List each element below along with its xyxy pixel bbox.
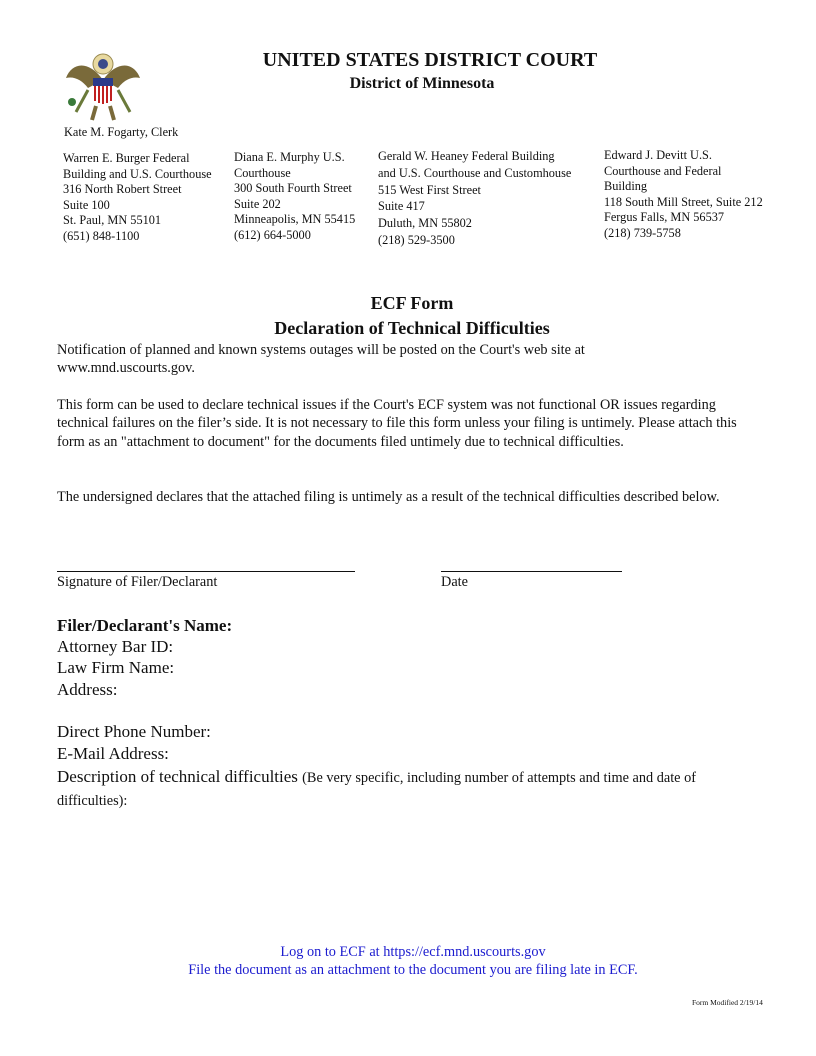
address-line: Courthouse and Federal	[604, 163, 722, 178]
address-line: Building and U.S. Courthouse	[63, 166, 212, 181]
address-block-st-paul	[63, 151, 212, 245]
address-line: and U.S. Courthouse and Customhouse	[378, 165, 572, 180]
signature-label: Signature of Filer/Declarant	[57, 574, 218, 590]
court-name: UNITED STATES DISTRICT COURT	[262, 49, 598, 71]
address-line: (651) 848-1100	[63, 228, 140, 243]
description-label	[57, 766, 757, 812]
filer-name-label: Filer/Declarant's Name:	[57, 616, 233, 635]
address-line: Fergus Falls, MN 56537	[604, 210, 725, 225]
address-line: (612) 664-5000	[234, 227, 311, 242]
attachment-instruction: File the document as an attachment to the document you are filing late in ECF.	[188, 962, 638, 978]
ecf-login-note[interactable]: Log on to ECF at https://ecf.mnd.uscourts.gov	[280, 944, 546, 960]
form-modified-date: Form Modified 2/19/14	[692, 998, 763, 1007]
law-firm-label: Law Firm Name:	[57, 658, 175, 677]
form-subtitle: Declaration of Technical Difficulties	[274, 318, 550, 338]
description-note: (Be very specific, including number of attempts and time and date of difficulties):	[57, 770, 697, 809]
address-line: (218) 739-5758	[604, 225, 681, 240]
address-line: 316 North Robert Street	[63, 182, 182, 197]
address-line: Suite 417	[378, 199, 425, 214]
address-line: Diana E. Murphy U.S.	[234, 150, 345, 164]
address-line: (218) 529-3500	[378, 232, 455, 247]
description-title: Description of technical difficulties	[57, 767, 298, 786]
address-label: Address:	[57, 680, 118, 699]
address-line: Gerald W. Heaney Federal Building	[378, 149, 555, 163]
address-line: St. Paul, MN 55101	[63, 213, 162, 228]
date-label: Date	[441, 574, 468, 590]
address-block-duluth	[378, 148, 571, 249]
address-line: Warren E. Burger Federal	[63, 151, 190, 165]
address-line: 300 South Fourth Street	[234, 181, 352, 196]
date-line[interactable]	[441, 571, 622, 572]
address-block-minneapolis	[234, 150, 355, 244]
form-title: ECF Form	[370, 293, 454, 313]
address-line: Duluth, MN 55802	[378, 216, 472, 231]
bar-id-label: Attorney Bar ID:	[57, 637, 174, 656]
address-line: Courthouse	[234, 165, 291, 180]
address-line: 515 West First Street	[378, 182, 481, 197]
address-line: Suite 100	[63, 197, 110, 212]
paragraph-purpose: This form can be used to declare technical issues if the Court's ECF system was not functional OR issues regarding technical failures on the filer’s side. It is not necessary to file this form unless your filing is untimely. Please attach this form as an "attachment to document" for the documents filed untimely due to technical difficulties.	[57, 397, 737, 450]
paragraph-notification: Notification of planned and known systems outages will be posted on the Court's web site at www.mnd.uscourts.gov.	[57, 342, 585, 377]
address-line: Suite 202	[234, 196, 281, 211]
address-block-fergus-falls	[604, 148, 763, 242]
clerk-name: Kate M. Fogarty, Clerk	[64, 125, 179, 139]
address-line: Building	[604, 179, 648, 194]
district-name: District of Minnesota	[349, 75, 495, 92]
address-line: 118 South Mill Street, Suite 212	[604, 194, 763, 209]
paragraph-declaration: The undersigned declares that the attached filing is untimely as a result of the technical difficulties described below.	[57, 489, 720, 505]
address-line: Edward J. Devitt U.S.	[604, 148, 712, 162]
signature-line[interactable]	[57, 571, 355, 572]
phone-label: Direct Phone Number:	[57, 722, 211, 741]
email-label: E-Mail Address:	[57, 744, 169, 763]
address-line: Minneapolis, MN 55415	[234, 212, 356, 227]
